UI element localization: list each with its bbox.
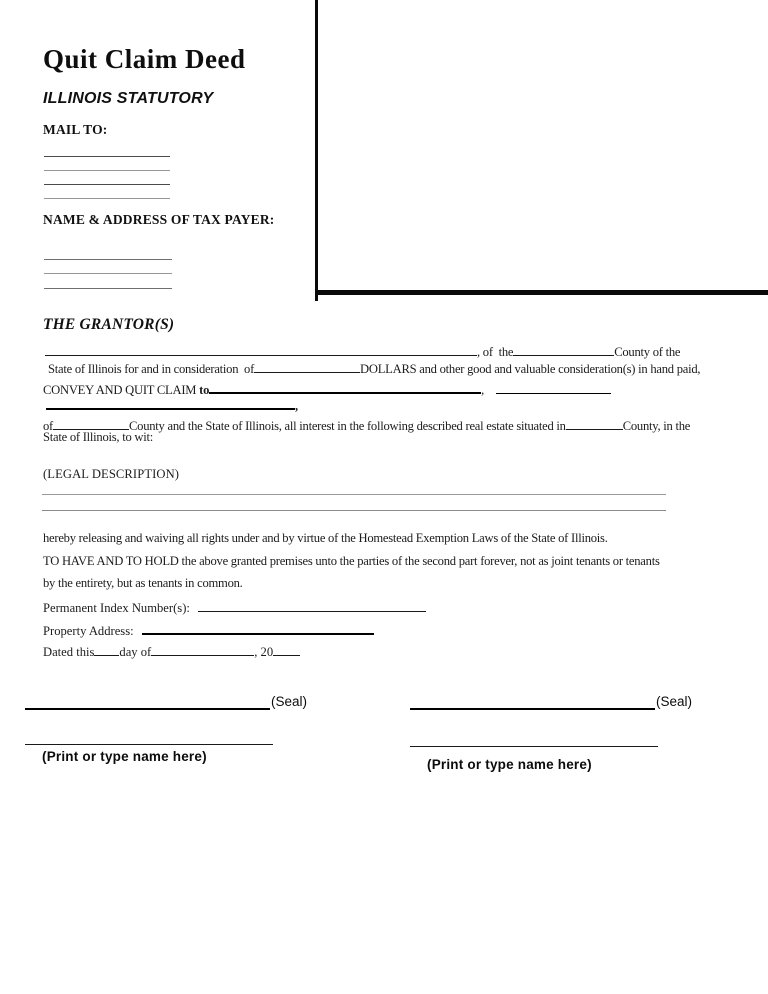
grantor-row1-text: , of the: [477, 345, 514, 359]
situs-text-start: of: [43, 419, 53, 433]
pin-label: Permanent Index Number(s):: [43, 601, 190, 615]
to-wit-text: State of Illinois, to wit:: [43, 430, 153, 444]
property-address-label: Property Address:: [43, 624, 134, 638]
legal-description-line-1[interactable]: [42, 494, 666, 495]
mail-to-line-3[interactable]: [44, 184, 170, 185]
origin-county-blank[interactable]: [53, 416, 129, 430]
print-name-line-right[interactable]: [410, 746, 658, 747]
habendum-clause-line-2: by the entirety, but as tenants in common.: [43, 576, 243, 590]
recorder-box-bottom-border: [315, 290, 768, 295]
grantor-names-blank[interactable]: [45, 342, 477, 356]
taxpayer-line-1[interactable]: [44, 259, 172, 260]
consideration-text-start: State of Illinois for and in consideration of: [48, 362, 255, 376]
convey-to-text: to: [199, 383, 210, 397]
grantor-row1-end: County of the: [614, 345, 681, 359]
legal-description-label: (LEGAL DESCRIPTION): [43, 467, 180, 481]
habendum-clause-line-1: TO HAVE AND TO HOLD the above granted premises unto the parties of the second part forever, not as joint tenants or tenants: [43, 554, 660, 568]
month-blank[interactable]: [151, 642, 254, 656]
taxpayer-line-3[interactable]: [44, 288, 172, 289]
dated-prefix-text: Dated this: [43, 645, 95, 659]
signature-line-right[interactable]: [410, 708, 655, 710]
situs-county-blank[interactable]: [566, 416, 623, 430]
seal-label-right: (Seal): [656, 694, 693, 709]
grantee-extra-blank[interactable]: [496, 380, 611, 394]
mail-to-label: MAIL TO:: [43, 122, 108, 137]
print-name-line-left[interactable]: [25, 744, 273, 745]
convey-comma: ,: [481, 383, 485, 397]
tax-payer-label: NAME & ADDRESS OF TAX PAYER:: [43, 212, 275, 227]
seal-label-left: (Seal): [271, 694, 308, 709]
consideration-amount-blank[interactable]: [254, 359, 360, 373]
grantor-row-1: [45, 342, 680, 360]
grantor-row-4: [46, 395, 298, 414]
grantee-address-blank[interactable]: [46, 395, 295, 410]
taxpayer-line-2[interactable]: [44, 273, 172, 274]
mail-to-line-4[interactable]: [44, 198, 170, 199]
dated-row: [43, 642, 300, 660]
situs-text-end: County, in the: [622, 419, 691, 433]
situs-text-mid: County and the State of Illinois, all interest in the following described real estate situated in: [129, 419, 566, 433]
grantor-row-2: [48, 359, 700, 377]
recorder-box-left-border: [315, 0, 318, 301]
day-blank[interactable]: [94, 642, 119, 656]
legal-description-line-2[interactable]: [42, 510, 666, 511]
property-address-row: [43, 620, 374, 639]
page-title: Quit Claim Deed: [43, 44, 246, 74]
grantor-row-6: [43, 430, 153, 445]
grantee-names-blank[interactable]: [209, 379, 481, 394]
pin-row: [43, 598, 426, 616]
pin-blank[interactable]: [198, 598, 426, 612]
signature-line-left[interactable]: [25, 708, 270, 710]
grantor-heading: THE GRANTOR(S): [43, 316, 175, 333]
consideration-text-end: DOLLARS and other good and valuable consideration(s) in hand paid,: [360, 362, 701, 376]
grantor-county-blank[interactable]: [513, 342, 614, 356]
release-clause: hereby releasing and waiving all rights under and by virtue of the Homestead Exemption Laws of the State of Illinois.: [43, 531, 608, 545]
print-name-label-right: (Print or type name here): [427, 757, 592, 772]
print-name-label-left: (Print or type name here): [42, 749, 207, 764]
year-blank[interactable]: [273, 642, 300, 656]
property-address-blank[interactable]: [142, 620, 374, 635]
convey-text: CONVEY AND QUIT CLAIM: [43, 383, 200, 397]
dated-year-text: , 20: [254, 645, 274, 659]
dated-mid-text: day of: [119, 645, 152, 659]
mail-to-line-2[interactable]: [44, 170, 170, 171]
page-subtitle: ILLINOIS STATUTORY: [43, 90, 214, 107]
row4-comma: ,: [295, 399, 298, 413]
mail-to-line-1[interactable]: [44, 156, 170, 157]
